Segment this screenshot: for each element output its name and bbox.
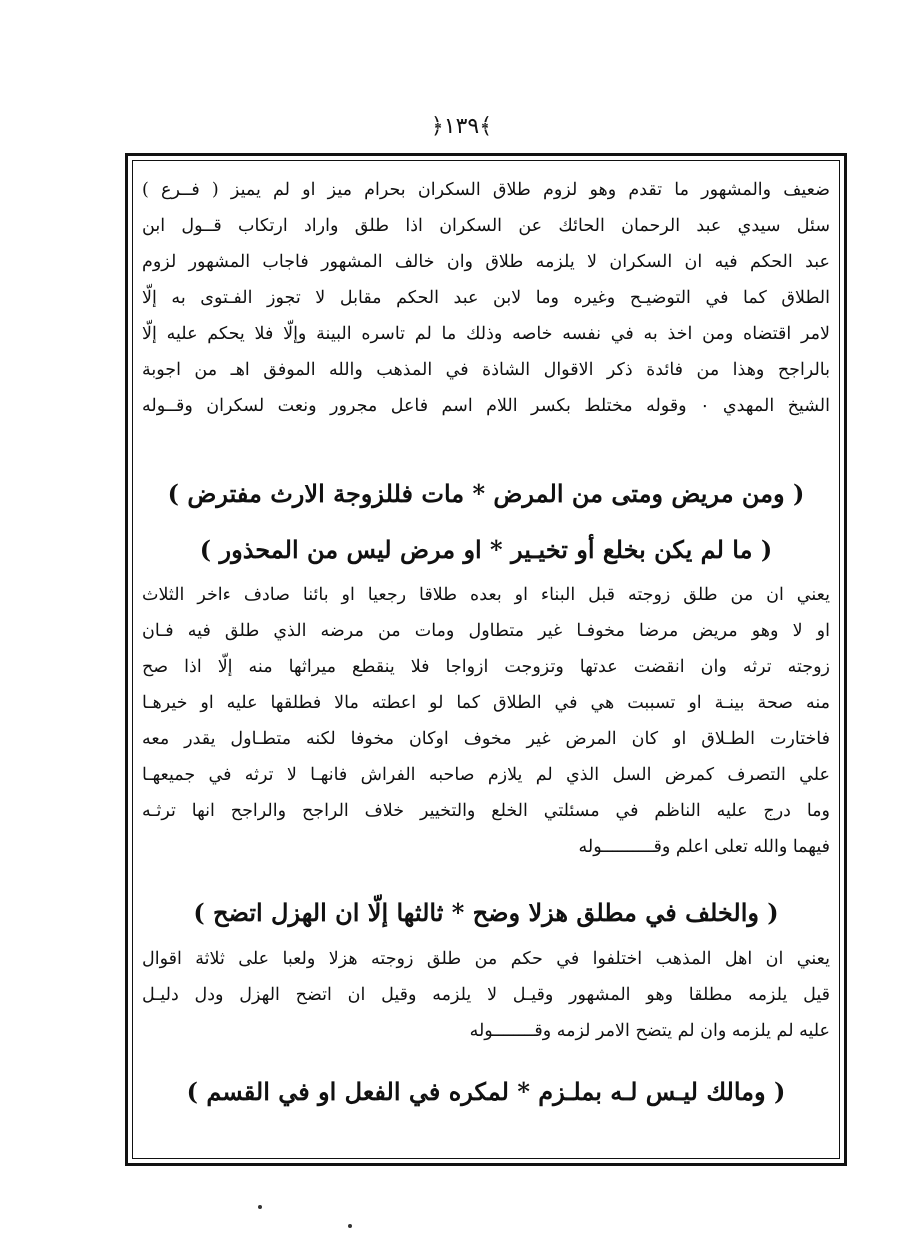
verse-line: ( ومالك ليـس لـه بملـزم * لمكره في الفعل او في القسم ) [186,1077,786,1106]
text-line: منه صحة بينـة او تسببت هي في الطلاق كما لو اعطته مالا فطلقها عليه او خيرهـا [142,693,830,713]
text-line: زوجته ترثه وان انقضت عدتها وتزوجت ازواجا فلا ينقطع ميراثها منه إلّا اذا صح [142,657,830,677]
scan-speck [258,1205,262,1209]
page-content [142,166,830,1156]
text-line: يعني ان اهل المذهب اختلفوا في حكم من طلق زوجته هزلا ولعبا على ثلاثة اقوال [142,949,830,969]
verse-line: ( ومن مريض ومتى من المرض * مات فللزوجة الارث مفترض ) [167,479,805,508]
text-line: عبد الحكم فيه ان السكران لا يلزمه طلاق وان خالف المشهور فاجاب المشهور لزوم [142,252,830,272]
text-line: سئل سيدي عبد الرحمان الحائك عن السكران اذا طلق واراد ارتكاب قــول ابن [142,216,830,236]
text-line: او لا وهو مريض مرضا مخوفـا غير متطاول ومات من مرضه الذي طلق فيه فـان [142,621,830,641]
text-line: قيل يلزمه مطلقا وهو المشهور وقيـل لا يلزمه وقيل ان اتضح الهزل ودل دليـل [142,985,830,1005]
text-line: عليه لم يلزمه وان لم يتضح الامر لزمه وقــــــــوله [469,1021,830,1041]
text-line: ضعيف والمشهور ما تقدم وهو لزوم طلاق السكران بحرام ميز او لم يميز ( فــرع ) [142,180,830,200]
page-number: ﴾١٣٩﴿ [430,114,493,139]
text-line: علي التصرف كمرض السل الذي لم يلازم صاحبه الفراش فانهـا لا ترثه في جميعهـا [142,765,830,785]
verse-line: ( والخلف في مطلق هزلا وضح * ثالثها إلّا ان الهزل اتضح ) [193,898,779,927]
text-line: الطلاق كما في التوضيـح وغيره وما لابن عبد الحكم مقابل لا تجوز الفـتوى به إلّا [142,288,830,308]
text-line: فاختارت الطـلاق او كان المرض غير مخوف اوكان مخوفا لكنه متطـاول يقدر معه [142,729,830,749]
text-line: لامر اقتضاه ومن اخذ به في نفسه خاصه وذلك ما لم تاسره البينة وإلّا فلا يحكم عليه إلّا [142,324,830,344]
scan-speck [348,1224,352,1228]
text-line: فيهما والله تعلى اعلم وقــــــــــوله [578,837,830,857]
text-line: يعني ان من طلق زوجته قبل البناء او بعده طلاقا رجعيا او بائنا صادف ءاخر الثلاث [142,585,830,605]
verse-line: ( ما لم يكن بخلع أو تخيـير * او مرض ليس من المحذور ) [199,535,773,564]
text-line: الشيخ المهدي ٠ وقوله مختلط بكسر اللام اسم فاعل مجرور ونعت لسكران وقــوله [142,396,830,416]
text-line: وما درج عليه الناظم في مسئلتي الخلع والتخيير خلاف الراجح والراجح انها ترثـه [142,801,830,821]
text-line: بالراجح وهذا من فائدة ذكر الاقوال الشاذة في المذهب والله الموفق اهـ من اجوبة [142,360,830,380]
